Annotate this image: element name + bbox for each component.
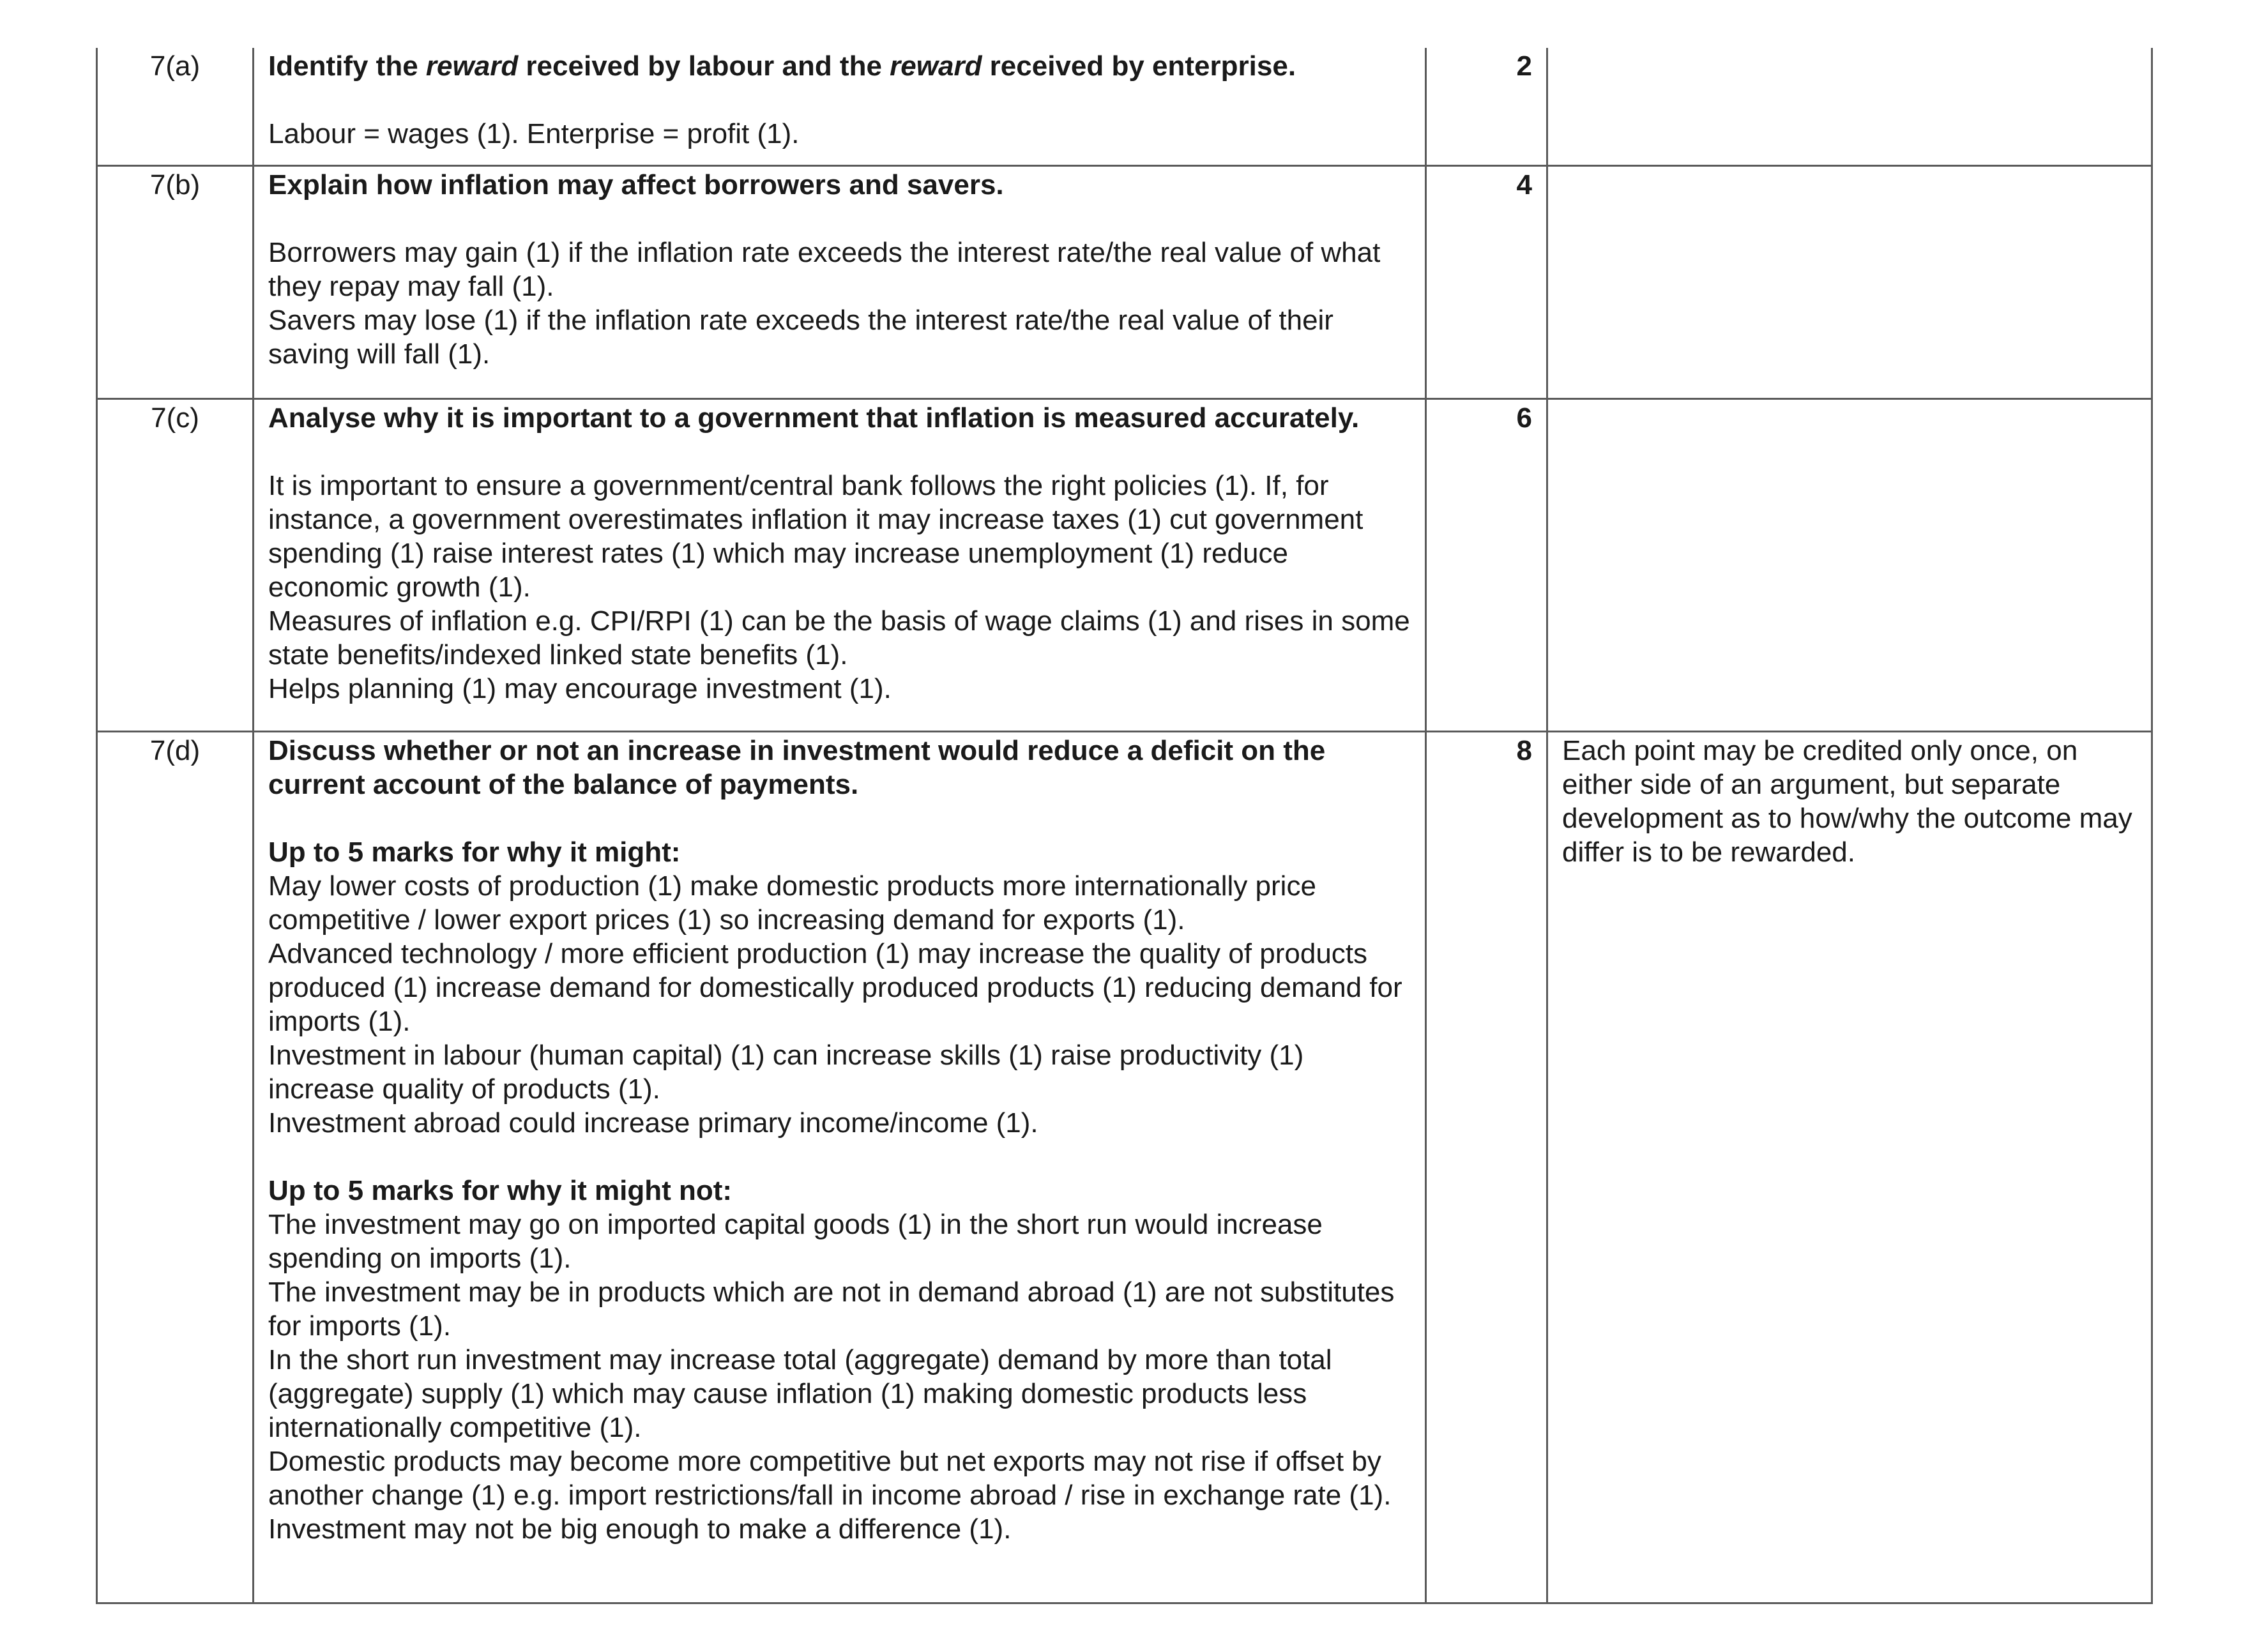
question-text: Discuss whether or not an increase in investment would reduce a deficit on the current account of the balance of payments. (268, 734, 1326, 800)
might-heading: Up to 5 marks for why it might: (268, 836, 681, 868)
answer-line: Domestic products may become more competitive but net exports may not rise if offset by another change (1) e.g. import restrictions/fall in income abroad / rise in exchange rate (1). (268, 1445, 1392, 1511)
question-number: 7(d) (97, 731, 254, 1603)
question-number: 7(b) (97, 165, 254, 398)
answer-line: Measures of inflation e.g. CPI/RPI (1) can be the basis of wage claims (1) and rises in some state benefits/indexed linked state benefits (1). (268, 605, 1410, 671)
question-number: 7(a) (97, 48, 254, 165)
answer-line: May lower costs of production (1) make domestic products more internationally price competitive / lower export prices (1) so increasing demand for exports (1). (268, 870, 1316, 936)
question-text: Identify the reward received by labour and the reward received by enterprise. (268, 50, 1296, 82)
answer-cell (254, 165, 1426, 398)
table-row (97, 48, 2152, 165)
marks-value: 2 (1426, 48, 1547, 165)
answer-cell (254, 48, 1426, 165)
answer-line: The investment may be in products which are not in demand abroad (1) are not substitutes for imports (1). (268, 1276, 1395, 1342)
answer-line: Helps planning (1) may encourage investment (1). (268, 672, 892, 704)
question-number: 7(c) (97, 398, 254, 731)
table-row (97, 731, 2152, 1603)
answer-cell (254, 398, 1426, 731)
paragraph-gap (268, 1140, 1412, 1174)
marks-value: 8 (1426, 731, 1547, 1603)
table-row (97, 398, 2152, 731)
guidance-cell (1547, 48, 2152, 165)
guidance-cell (1547, 398, 2152, 731)
answer-line: Investment may not be big enough to make a difference (1). (268, 1513, 1012, 1545)
answer-line: The investment may go on imported capital goods (1) in the short run would increase spending on imports (1). (268, 1208, 1323, 1274)
answer-line: Savers may lose (1) if the inflation rate exceeds the interest rate/the real value of their saving will fall (1). (268, 304, 1333, 370)
guidance-cell: Each point may be credited only once, on either side of an argument, but separate development as to how/why the outcome may differ is to be rewarded. (1547, 731, 2152, 1603)
might-not-heading: Up to 5 marks for why it might not: (268, 1174, 733, 1206)
mark-scheme-table (96, 48, 2153, 1604)
answer-line: Borrowers may gain (1) if the inflation rate exceeds the interest rate/the real value of what they repay may fall (1). (268, 236, 1381, 302)
answer-line: Investment in labour (human capital) (1) can increase skills (1) raise productivity (1) increase quality of products (1). (268, 1039, 1304, 1105)
answer-line: It is important to ensure a government/central bank follows the right policies (1). If, for instance, a government overestimates inflation it may increase taxes (1) cut government spending (1) raise interest rates (1) which may increase unemployment (1) reduce economic growth (1). (268, 469, 1364, 603)
answer-cell (254, 731, 1426, 1603)
marks-value: 6 (1426, 398, 1547, 731)
answer-line: Investment abroad could increase primary income/income (1). (268, 1107, 1038, 1139)
table-row (97, 165, 2152, 398)
question-text: Explain how inflation may affect borrowers and savers. (268, 169, 1004, 201)
guidance-cell (1547, 165, 2152, 398)
answer-line: Advanced technology / more efficient production (1) may increase the quality of products produced (1) increase demand for domestically produced products (1) reducing demand for imports (1). (268, 937, 1402, 1037)
answer-line: Labour = wages (1). Enterprise = profit (1). (268, 118, 800, 149)
marks-value: 4 (1426, 165, 1547, 398)
question-text: Analyse why it is important to a government that inflation is measured accurately. (268, 402, 1360, 434)
answer-line: In the short run investment may increase total (aggregate) demand by more than total (aggregate) supply (1) which may cause inflation (1) making domestic products less internationally competitive (1). (268, 1344, 1332, 1443)
